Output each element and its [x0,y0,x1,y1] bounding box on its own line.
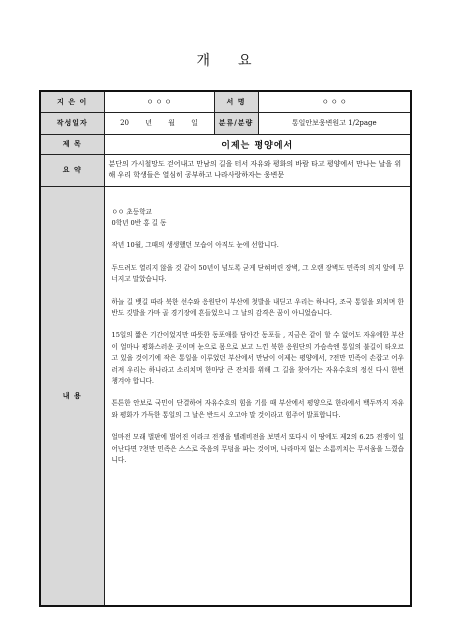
author-row [40,91,411,112]
content-row [40,186,411,606]
subject-label: 제 목 [40,134,104,154]
signature-label: 서 명 [214,91,258,112]
paragraph-4: 15일의 짧은 기간이었지만 따뜻한 동포애를 담아간 동포들 , 지금은 같이 할 수 없어도 자유에한 부산이 얼마나 평화스러운 곳이며 눈으로 몸으로 보고 느낀 북한 응원단의 가슴속엔 통일의 불길이 타오르고 있을 것이기에 작은 통일을 이루었던 부산에서 만남이 이제는 평양에서, ?전만 민족이 손잡고 어우러져 우리는 하나라고 소리치며 한마당 큰 잔치를 위해 그 길을 찾아가는 자유수호의 정신 다시 한번 챙겨야 합니다. [111,331,404,385]
subject-row [40,134,411,154]
paragraph-5: 튼튼한 안보로 국민이 단결하여 자유수호의 힘을 기를 때 부산에서 평양으로 한라에서 백두까지 자유와 평화가 가득한 통일의 그 날은 반드시 오고야 말 것이라고 힘주어 발표합니다. [111,399,404,419]
date-label: 작성일자 [40,112,104,134]
summary-row [40,154,411,186]
category-value: 통일안보웅변원고 1/2page [258,112,411,134]
subject-value: 이제는 평양에서 [104,134,411,154]
author-value: ㅇ ㅇ ㅇ [104,91,214,112]
school-name: ㅇㅇ 초등학교 [111,207,152,216]
title-char-2: 요 [238,53,254,69]
content-body [104,186,411,606]
student-name: 0학년 0반 홍 길 동 [111,218,167,227]
title-char-1: 개 [196,53,212,69]
content-label: 내 용 [40,186,104,606]
document-title [0,50,450,70]
summary-form-table [39,90,412,607]
date-row [40,112,411,134]
paragraph-2: 두드려도 열리지 않을 것 같이 50년이 넘도록 굳게 닫혀버린 장벽, 그 오랜 장벽도 민족의 의지 앞에 무너지고 말았습니다. [111,263,404,284]
category-label: 분류/분량 [214,112,258,134]
paragraph-6: 얼마전 모래 벌판에 벌어진 이라크 전쟁을 텔레비전을 보면서 또다시 이 땅에도 제2의 6.25 전쟁이 일어난다면 ?천만 민족은 스스로 죽음의 무덤을 파는 것이며, 나라마저 없는 소름끼치는 무서움을 느꼈습니다. [111,433,404,464]
summary-value: 분단의 가시철망도 걷어내고 만남의 길을 터서 자유와 평화의 바람 타고 평양에서 만나는 날을 위해 우리 학생들은 열심히 공부하고 나라사랑하자는 웅변문 [104,154,411,186]
author-label: 지 은 이 [40,91,104,112]
paragraph-1: 작년 10월, 그때의 생생했던 모습이 아직도 눈에 선합니다. [111,241,279,250]
summary-label: 요 약 [40,154,104,186]
date-value: 20 년 월 일 [104,112,214,134]
paragraph-3: 하늘 길 뱃길 따라 북한 선수와 응원단이 부산에 첫발을 내딛고 우리는 하나다, 조국 통일을 외치며 한반도 깃발을 가마 골 경기장에 흔들었으니 그 날의 감격은 꿈이 아니었습니다. [111,297,404,317]
signature-value: ㅇ ㅇ ㅇ [258,91,411,112]
